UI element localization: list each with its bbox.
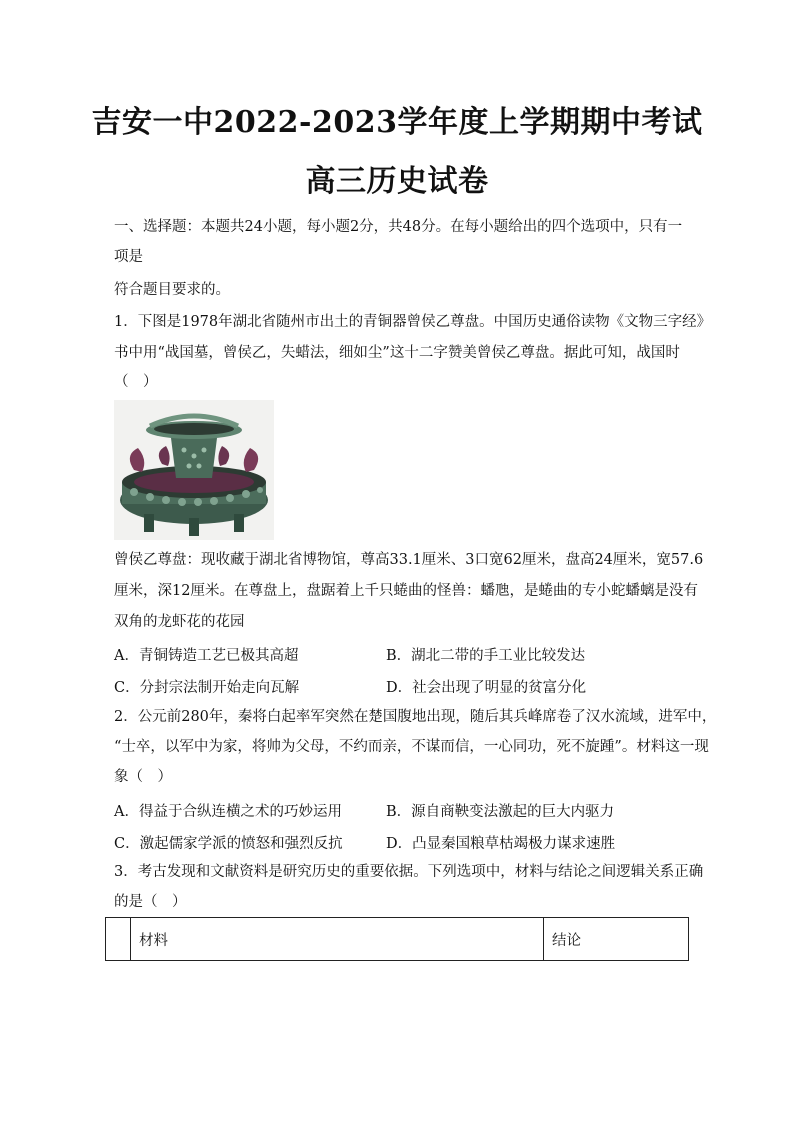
q1-material-description-end: 双角的龙虾花的花园 (114, 614, 245, 630)
q2-option-b[interactable]: B．源自商鞅变法激起的巨大内驱力 (386, 804, 615, 820)
q3-options-table (105, 917, 689, 961)
exam-title: 吉安一中2022-2023学年度上学期期中考试 (91, 105, 703, 140)
q1-option-a[interactable]: A．青铜铸造工艺已极其高超 (114, 648, 299, 664)
q2-option-c[interactable]: C．激起儒家学派的愤怒和强烈反抗 (114, 836, 343, 852)
bronze-zun-pan-image (114, 400, 274, 540)
q3-stem-cont: 的是（ ） (114, 894, 187, 910)
section-instruction-cont: 项是 (114, 249, 143, 265)
q1-material-description-cont: 厘米，深12厘米。在尊盘上，盘踞着上千只蜷曲的怪兽：蟠虺，是蜷曲的专小蛇蟠螭是没有 (114, 583, 698, 599)
q1-option-c[interactable]: C．分封宗法制开始走向瓦解 (114, 680, 300, 696)
q2-stem: 2．公元前280年，秦将白起率军突然在楚国腹地出现，随后其兵峰席卷了汉水流域，进军中， (114, 709, 717, 725)
table-header-material: 材料 (131, 918, 544, 961)
section-instruction-end: 符合题目要求的。 (114, 282, 230, 298)
exam-subtitle: 高三历史试卷 (305, 164, 489, 199)
section-instruction: 一、选择题：本题共24小题，每小题2分，共48分。在每小题给出的四个选项中，只有一 (114, 219, 683, 235)
q1-stem-cont: 书中用“战国墓，曾侯乙，失蜡法，细如尘”这十二字赞美曾侯乙尊盘。据此可知，战国时 (114, 345, 680, 361)
q1-option-d[interactable]: D．社会出现了明显的贫富分化 (386, 680, 587, 696)
table-header-conclusion: 结论 (544, 918, 689, 961)
table-index-cell (106, 918, 131, 961)
q1-option-b[interactable]: B．湖北二带的手工业比较发达 (386, 648, 586, 664)
q1-answer-blank: （ ） (114, 374, 158, 390)
q1-material-description: 曾侯乙尊盘：现收藏于湖北省博物馆，尊高33.1厘米、3口宽62厘米，盘高24厘米，宽57.6 (114, 552, 704, 568)
q3-stem: 3．考古发现和文献资料是研究历史的重要依据。下列选项中，材料与结论之间逻辑关系正确 (114, 864, 704, 880)
q2-option-a[interactable]: A．得益于合纵连横之术的巧妙运用 (114, 804, 342, 820)
q2-stem-end: 象（ ） (114, 769, 172, 785)
q2-option-d[interactable]: D．凸显秦国粮草枯竭极力谋求速胜 (386, 836, 616, 852)
q1-stem: 1．下图是1978年湖北省随州市出土的青铜器曾侯乙尊盘。中国历史通俗读物《文物三字经》 (114, 314, 712, 330)
q2-stem-cont: “士卒，以军中为家，将帅为父母，不约而亲，不谋而信，一心同功，死不旋踵”。材料这一现 (114, 739, 709, 755)
table-header-row (106, 918, 689, 961)
